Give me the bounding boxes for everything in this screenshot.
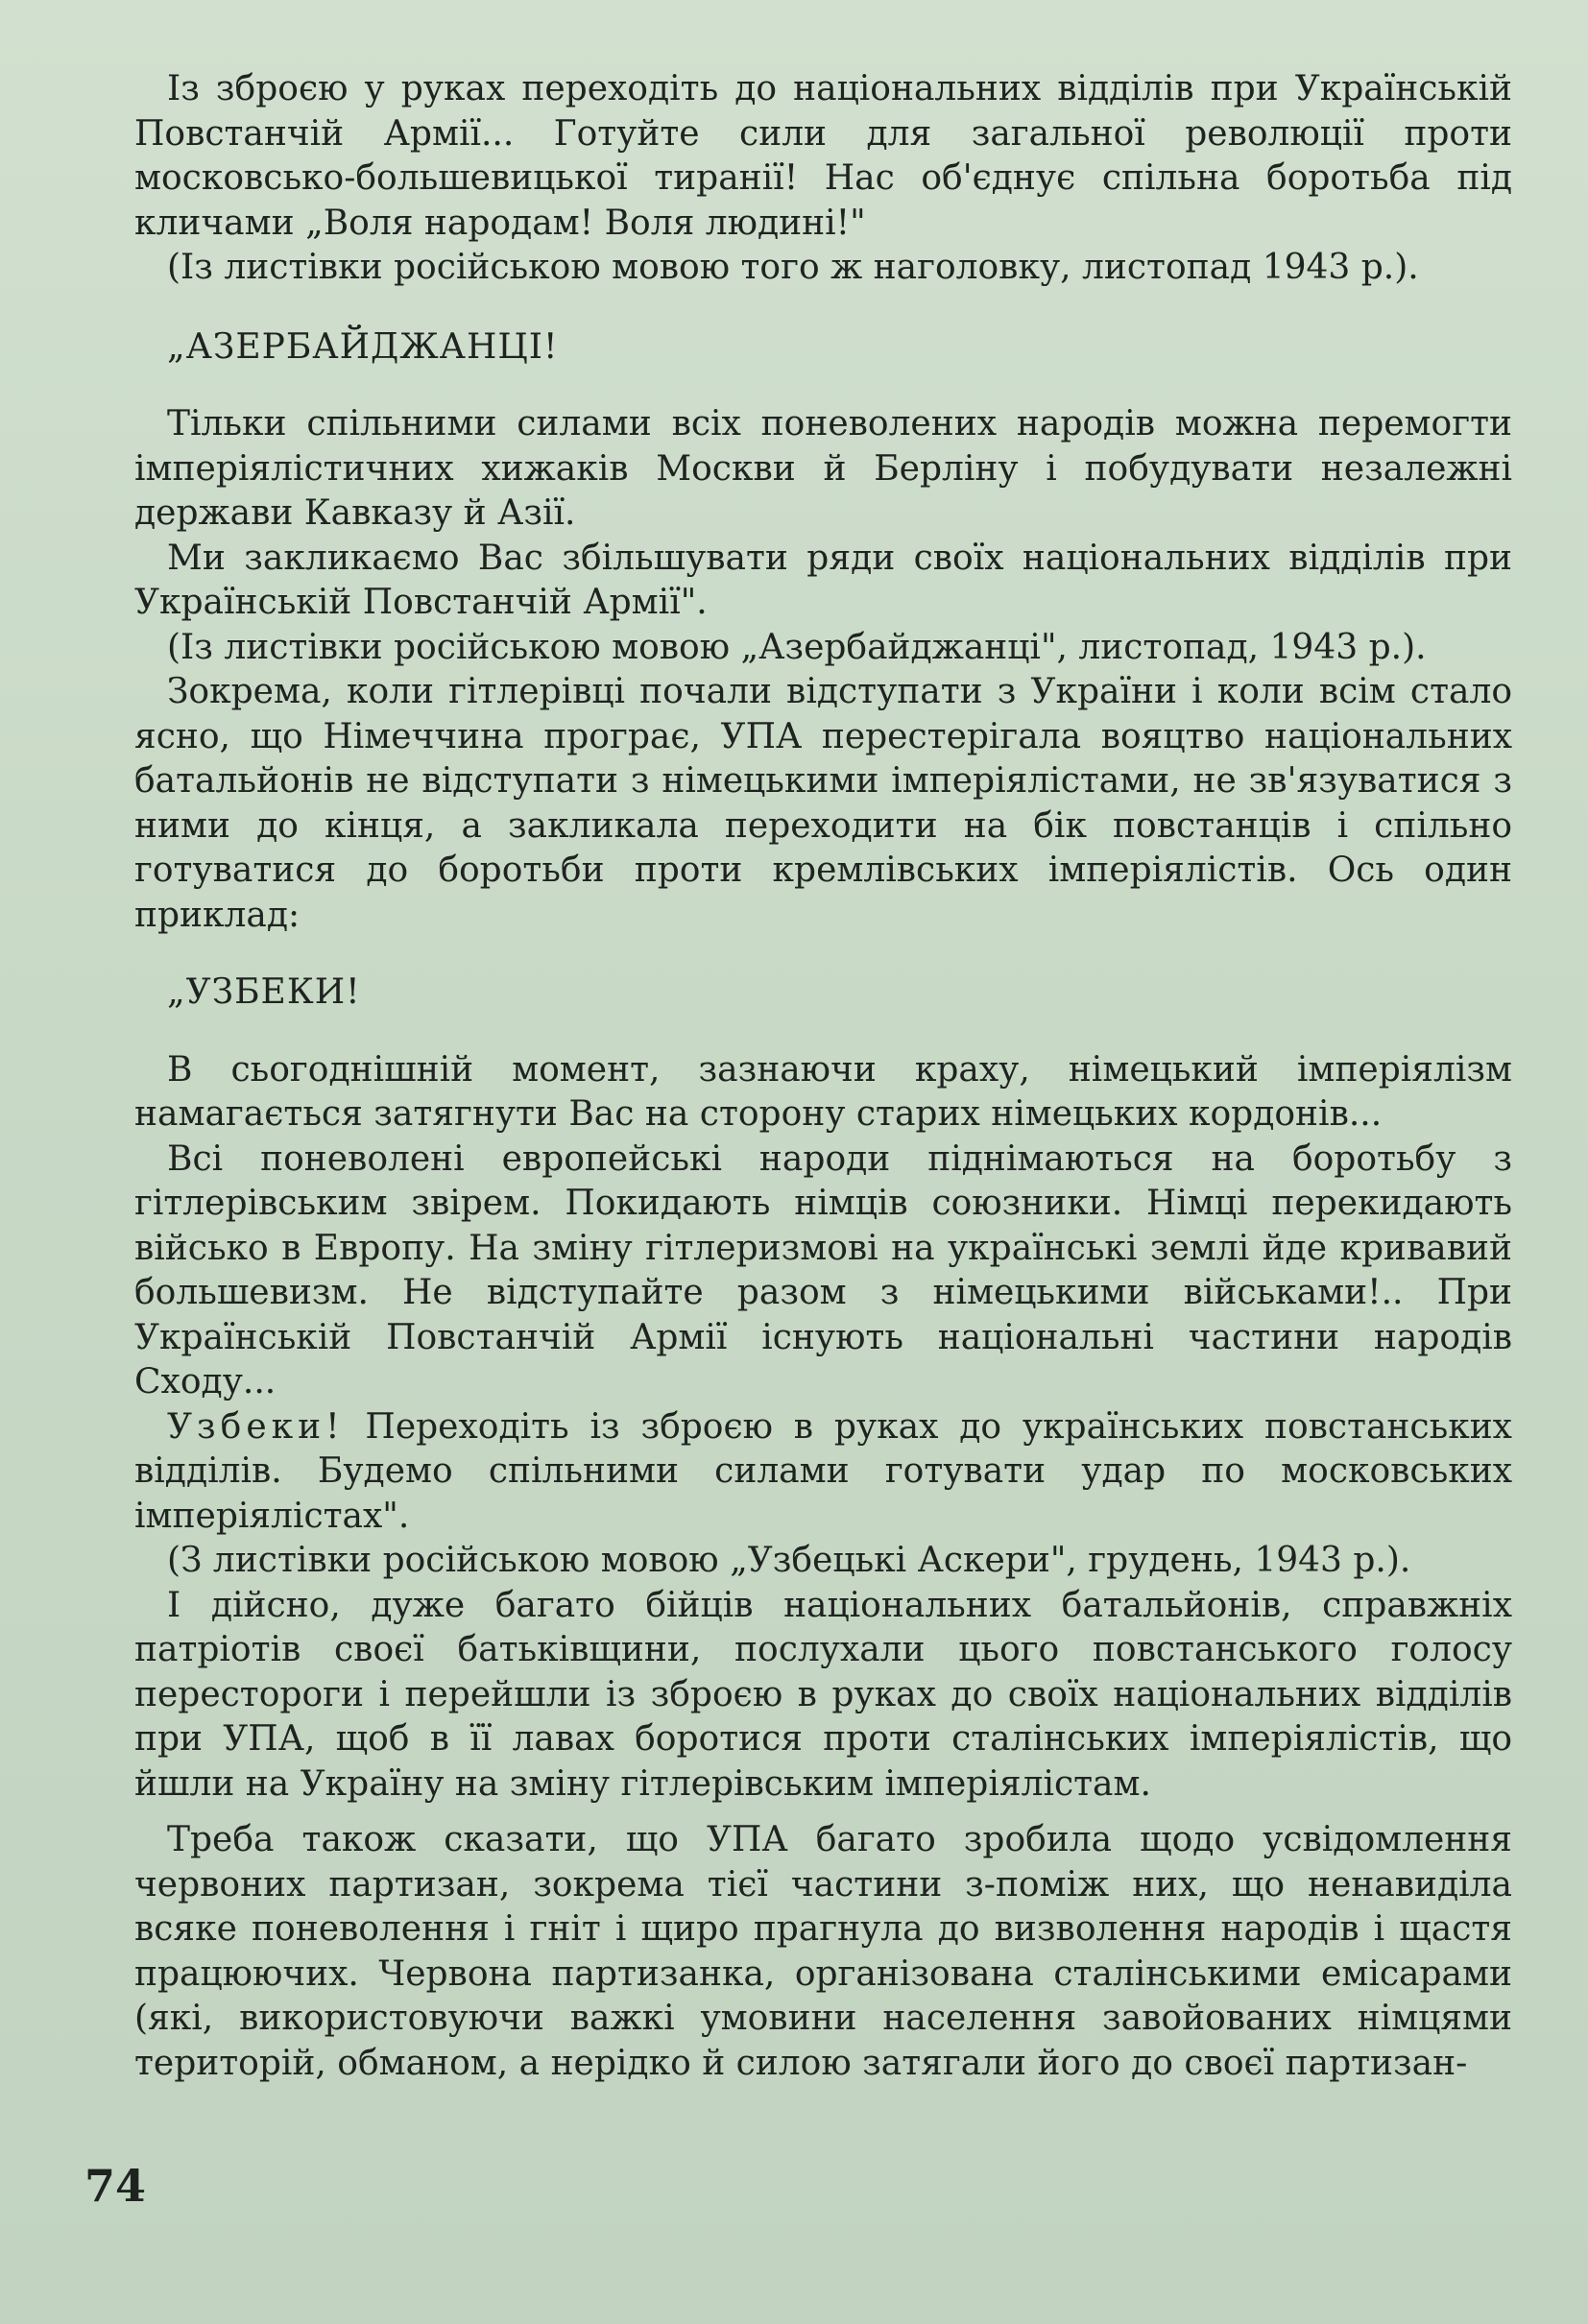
uzbeks-spaced-word: Узбеки! <box>167 1406 345 1447</box>
paragraph-leaflet-quote: Із зброєю у руках переходіть до національних відділів при Українській Повстанчій Армії... Готуйте сили для загальної революції проти московсько-большевицької тиранії! Нас об'єднує спільна боротьба під кличами „Воля народам! Воля людині!" <box>134 69 1512 243</box>
citation-uzbeks: (З листівки російською мовою „Узбецькі Аскери", грудень, 1943 р.). <box>167 1541 1411 1580</box>
heading-uzbeks: „УЗБЕКИ! <box>167 972 361 1012</box>
paragraph-uzbeks-3 <box>134 1405 1512 1540</box>
paragraph-retreat-warning: Зокрема, коли гітлерівці почали відступати з України і коли всім стало ясно, що Німеччина програє, УПА перестерігала вояцтво національних батальйонів не відступати з німецькими імперіялістами, не зв'язуватися з ними до кінця, а закликала переходити на бік повстанців і спільно готуватися до боротьби проти кремлівських імперіялістів. Ось один приклад: <box>134 672 1512 935</box>
citation-russian-leaflet: (Із листівки російською мовою того ж наголовку, листопад 1943 р.). <box>167 248 1419 287</box>
page-body <box>134 67 1512 2086</box>
paragraph-national-battalions: І дійсно, дуже багато бійців національних батальйонів, справжніх патріотів своєї батьківщини, послухали цього повстанського голосу перестороги і перейшли із зброєю в руках до своїх національних відділів при УПА, щоб в її лавах боротися проти сталінських імперіялістів, що йшли на Україну на зміну гітлерівським імперіялістам. <box>134 1585 1512 1804</box>
page-number: 74 <box>84 2160 147 2212</box>
paragraph-red-partisans: Треба також сказати, що УПА багато зробила щодо усвідомлення червоних партизан, зокрема тієї частини з-поміж них, що ненавиділа всяке поневолення і гніт і щиро прагнула до визволення народів і щастя працюючих. Червона партизанка, організована сталінськими емісарами (які, використовуючи важкі умовини населення завойованих німцями територій, обманом, а нерідко й силою затягали його до своєї партизан- <box>134 1820 1512 2083</box>
citation-azerbaijanis: (Із листівки російською мовою „Азербайджанці", листопад, 1943 р.). <box>167 627 1427 667</box>
heading-azerbaijanis: „АЗЕРБАЙДЖАНЦІ! <box>167 326 559 367</box>
paragraph-azerbaijanis-2: Ми закликаємо Вас збільшувати ряди своїх національних відділів при Українській Повстанчій Армії". <box>134 538 1512 622</box>
paragraph-uzbeks-2: Всі поневолені европейські народи піднімаються на боротьбу з гітлерівським звірем. Покидають німців союзники. Німці перекидають військо в Европу. На зміну гітлеризмові на українські землі йде кривавий большевизм. Не відступайте разом з німецькими військами!.. При Українській Повстанчій Армії існують національні частини народів Сходу... <box>134 1138 1512 1402</box>
uzbeks-appeal-text: Переходіть із зброєю в руках до українських повстанських відділів. Будемо спільними силами готувати удар по московських імперіялістах". <box>134 1406 1512 1536</box>
paragraph-azerbaijanis-1: Тільки спільними силами всіх поневолених народів можна перемогти імперіялістичних хижаків Москви й Берліну і побудувати незалежні держави Кавказу й Азії. <box>134 404 1512 533</box>
paragraph-uzbeks-1: В сьогоднішній момент, зазнаючи краху, німецький імперіялізм намагається затягнути Вас на сторону старих німецьких кордонів... <box>134 1049 1512 1134</box>
